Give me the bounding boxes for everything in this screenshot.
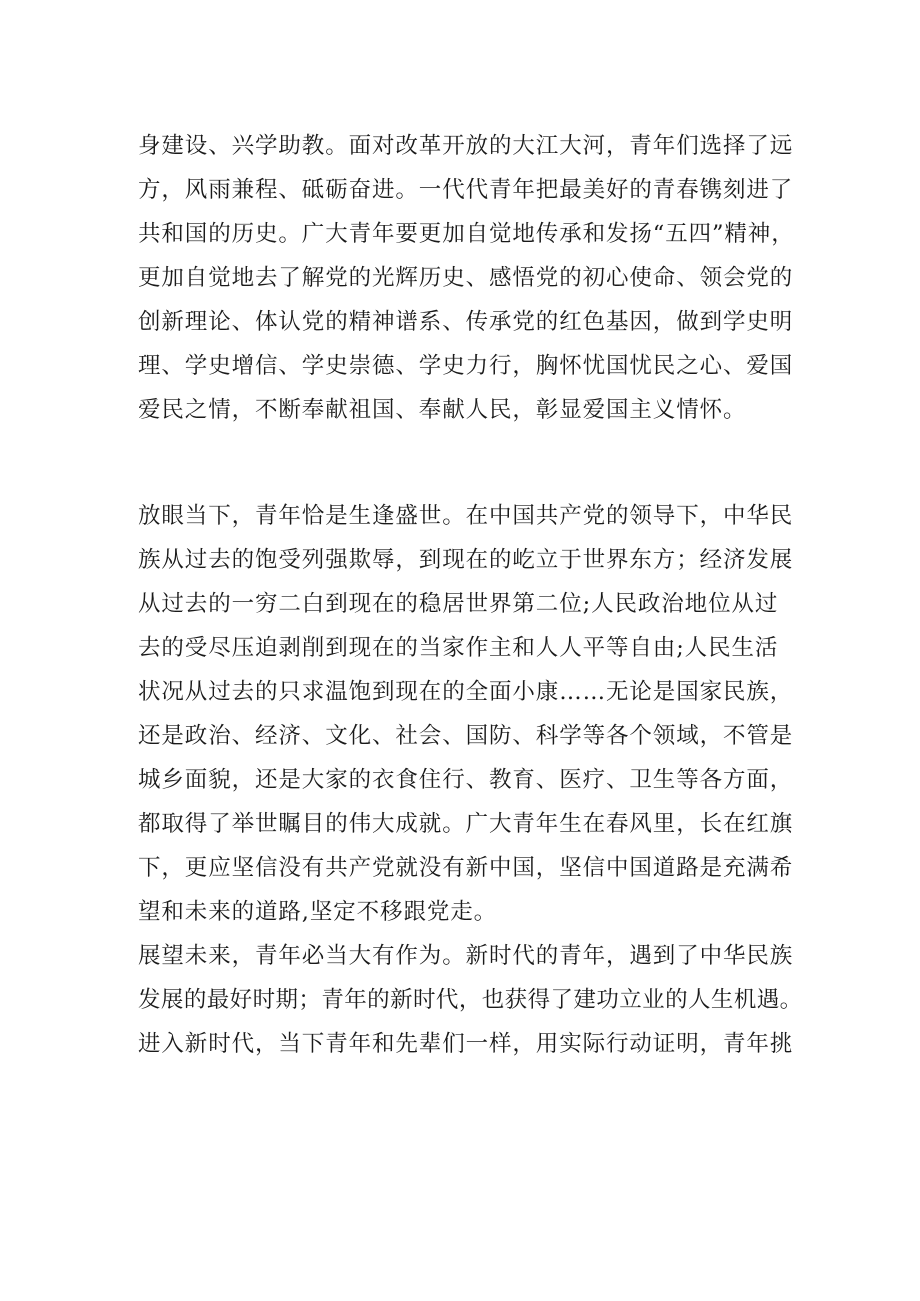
text-line: 方，风雨兼程、砥砺奋进。一代代青年把最美好的青春镌刻进了 <box>138 177 794 203</box>
text-line: 望和未来的道路,坚定不移跟党走。 <box>138 899 498 925</box>
text-line: 下，更应坚信没有共产党就没有新中国，坚信中国道路是充满希 <box>138 855 794 881</box>
text-line: 共和国的历史。广大青年要更加自觉地传承和发扬“五四”精神， <box>138 221 795 247</box>
text-line: 理、学史增信、学史崇德、学史力行，胸怀忧国忧民之心、爱国 <box>138 353 794 379</box>
text-line: 发展的最好时期；青年的新时代，也获得了建功立业的人生机遇。 <box>138 987 803 1013</box>
text-line: 爱民之情，不断奉献祖国、奉献人民，彰显爱国主义情怀。 <box>138 397 747 423</box>
text-line: 创新理论、体认党的精神谱系、传承党的红色基因，做到学史明 <box>138 309 794 335</box>
text-line: 进入新时代，当下青年和先辈们一样，用实际行动证明，青年挑 <box>138 1031 794 1057</box>
text-line: 还是政治、经济、文化、社会、国防、科学等各个领域，不管是 <box>138 723 794 749</box>
text-line: 放眼当下，青年恰是生逢盛世。在中国共产党的领导下，中华民 <box>138 503 794 529</box>
text-line: 状况从过去的只求温饱到现在的全面小康……无论是国家民族， <box>138 679 794 705</box>
text-line: 从过去的一穷二白到现在的稳居世界第二位;人民政治地位从过 <box>138 591 779 617</box>
text-line: 城乡面貌，还是大家的衣食住行、教育、医疗、卫生等各方面， <box>138 767 794 793</box>
text-line: 更加自觉地去了解党的光辉历史、感悟党的初心使命、领会党的 <box>138 265 794 291</box>
text-line: 都取得了举世瞩目的伟大成就。广大青年生在春风里，长在红旗 <box>138 811 794 837</box>
text-line: 展望未来，青年必当大有作为。新时代的青年，遇到了中华民族 <box>138 943 794 969</box>
text-line: 身建设、兴学助教。面对改革开放的大江大河，青年们选择了远 <box>138 133 794 159</box>
text-line: 族从过去的饱受列强欺辱，到现在的屹立于世界东方；经济发展 <box>138 547 794 573</box>
text-line: 去的受尽压迫剥削到现在的当家作主和人人平等自由;人民生活 <box>138 635 779 661</box>
